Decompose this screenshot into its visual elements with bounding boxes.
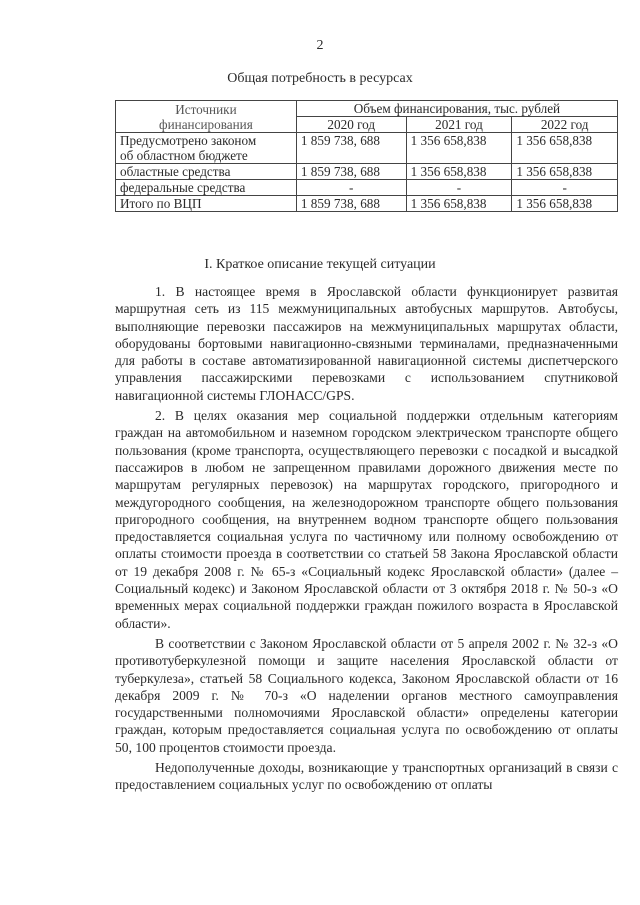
value-cell: 1 356 658,838 — [406, 164, 512, 180]
year-header-cell: 2021 год — [406, 117, 512, 133]
volume-header-cell: Объем финансирования, тыс. рублей — [296, 101, 617, 117]
paragraph: 1. В настоящее время в Ярославской области функционирует развитая маршрутная сеть из 115 межмуниципальных автобусных маршрутов. Автобусы, выполняющие перевозки пассажиров на межмуниципальных маршрутах области, оборудованы бортовыми навигационно-связными терминалами, предназначенными для работы в составе автоматизированной навигационной системы диспетчерского управления пассажирскими перевозками с использованием спутниковой навигационной системы ГЛОНАСС/GPS. — [115, 284, 618, 403]
value-cell: 1 859 738, 688 — [296, 196, 406, 212]
table-header-row — [116, 101, 618, 117]
row-label-cell: Итого по ВЦП — [116, 196, 297, 212]
table-row — [116, 133, 618, 164]
value-cell: 1 859 738, 688 — [296, 133, 406, 164]
body-text — [115, 283, 618, 797]
source-header-cell — [116, 101, 297, 133]
value-cell: 1 356 658,838 — [406, 196, 512, 212]
table-row — [116, 196, 618, 212]
section-heading: I. Краткое описание текущей ситуации — [204, 257, 436, 272]
value-cell: - — [296, 180, 406, 196]
row-label-line: Предусмотрено законом — [120, 133, 257, 148]
value-cell: - — [406, 180, 512, 196]
paragraph: Недополученные доходы, возникающие у транспортных организаций в связи с предоставлением социальных услуг по освобождению от оплаты — [115, 760, 618, 793]
source-header-line: финансирования — [159, 116, 253, 132]
paragraph: 2. В целях оказания мер социальной поддержки отдельным категориям граждан на автомобильном и наземном городском электрическом транспорте общего пользования (кроме транспорта, осуществляющего перевозки с посадкой и высадкой пассажиров в любом не запрещенном правилами дорожного движения месте по маршрутам регулярных перевозок) на маршрутах городского, пригородного и междугородного сообщения, на железнодорожном транспорте общего пользования пригородного сообщения, на внутреннем водном транспорте общего пользования предоставляется социальная услуга по частичному или полному освобождению от оплаты стоимости проезда в соответствии со статьей 58 Закона Ярославской области от 19 декабря 2008 г. № 65-з «Социальный кодекс Ярославской области» (далее – Социальный кодекс) и Законом Ярославской области от 3 октября 2018 г. № 50-з «О временных мерах социальной поддержки граждан пожилого возраста в Ярославской области». — [115, 408, 618, 631]
row-label-line: об областном бюджете — [120, 148, 248, 163]
value-cell: 1 356 658,838 — [512, 133, 618, 164]
row-label-cell — [116, 133, 297, 164]
year-header-cell: 2022 год — [512, 117, 618, 133]
table-row — [116, 180, 618, 196]
value-cell: 1 859 738, 688 — [296, 164, 406, 180]
year-header-cell: 2020 год — [296, 117, 406, 133]
source-header-line: Источники — [175, 101, 237, 117]
row-label-cell: областные средства — [116, 164, 297, 180]
value-cell: 1 356 658,838 — [406, 133, 512, 164]
value-cell: 1 356 658,838 — [512, 164, 618, 180]
resource-table-title: Общая потребность в ресурсах — [227, 71, 413, 86]
value-cell: 1 356 658,838 — [512, 196, 618, 212]
value-cell: - — [512, 180, 618, 196]
row-label-cell: федеральные средства — [116, 180, 297, 196]
page-number: 2 — [316, 38, 324, 53]
funding-table — [115, 100, 618, 212]
table-row — [116, 164, 618, 180]
paragraph: В соответствии с Законом Ярославской области от 5 апреля 2002 г. № 32-з «О противотуберкулезной помощи и защите населения Ярославской области от туберкулеза», статьей 58 Социального кодекса, Законом Ярославской области от 16 декабря 2009 г. № 70-з «О наделении органов местного самоуправления государственными полномочиями Ярославской области» определены категории граждан, которым предоставляется социальная услуга по освобождению от оплаты 50, 100 процентов стоимости проезда. — [115, 635, 618, 755]
